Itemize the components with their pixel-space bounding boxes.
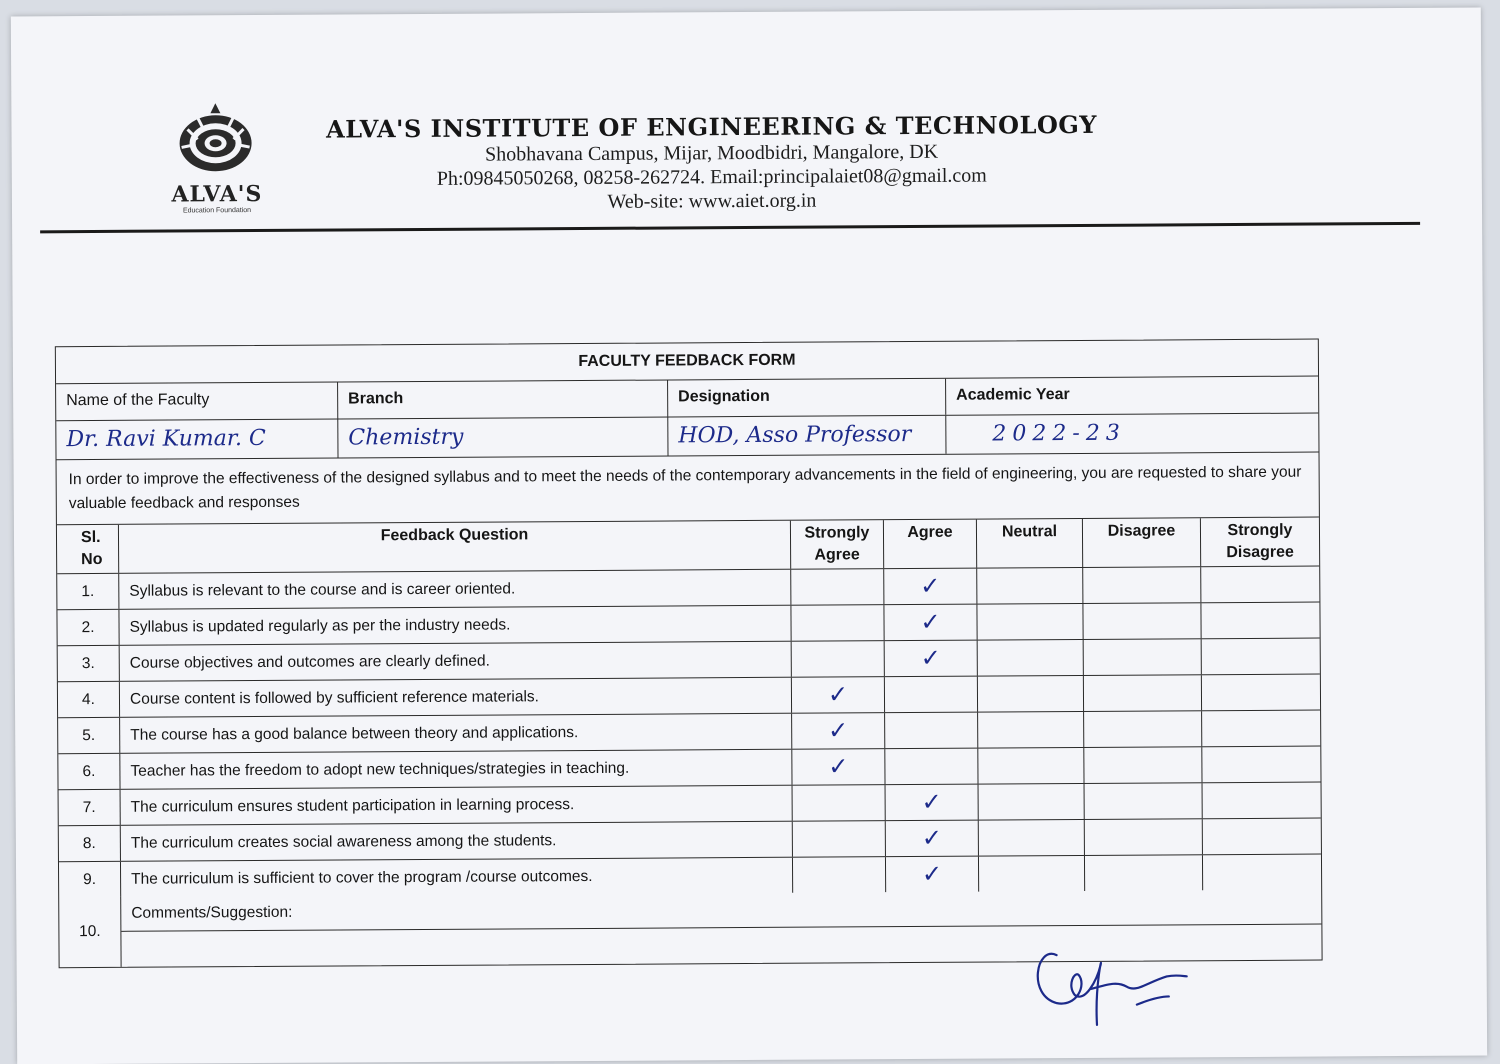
response-disagree-cell[interactable]	[1083, 603, 1201, 639]
response-agree-cell[interactable]	[885, 713, 978, 749]
response-strongly-disagree-cell[interactable]	[1203, 783, 1321, 819]
response-strongly-agree-cell[interactable]	[793, 821, 886, 857]
branch-value[interactable]: Chemistry	[338, 417, 668, 457]
question-text: The curriculum creates social awareness among the students.	[121, 822, 793, 861]
response-agree-cell[interactable]	[886, 857, 979, 893]
question-rows	[57, 567, 1321, 898]
response-strongly-agree-cell[interactable]	[793, 857, 886, 893]
response-strongly-disagree-cell[interactable]	[1202, 639, 1320, 675]
response-agree-cell[interactable]	[884, 605, 977, 641]
response-disagree-cell[interactable]	[1084, 675, 1202, 711]
checkmark-icon: ✓	[827, 680, 849, 709]
response-strongly-disagree-cell[interactable]	[1201, 603, 1319, 639]
response-neutral-cell[interactable]	[978, 676, 1084, 712]
header-divider	[40, 222, 1420, 233]
response-strongly-agree-cell[interactable]	[792, 713, 885, 749]
response-neutral-cell[interactable]	[979, 784, 1085, 820]
branch-label: Branch	[338, 380, 668, 418]
designation-label: Designation	[668, 379, 946, 417]
response-strongly-disagree-cell[interactable]	[1203, 819, 1321, 855]
response-disagree-cell[interactable]	[1083, 567, 1201, 603]
response-disagree-cell[interactable]	[1084, 711, 1202, 747]
response-strongly-disagree-cell[interactable]	[1202, 675, 1320, 711]
checkmark-icon: ✓	[921, 823, 942, 852]
response-agree-cell[interactable]	[886, 785, 979, 821]
question-number: 8.	[59, 826, 121, 861]
checkmark-icon: ✓	[920, 571, 941, 600]
logo-tagline: Education Foundation	[182, 207, 252, 215]
question-text: Teacher has the freedom to adopt new techniques/strategies in teaching.	[120, 750, 792, 789]
response-strongly-disagree-cell[interactable]	[1203, 855, 1321, 891]
faculty-feedback-table	[55, 339, 1323, 969]
comments-label: Comments/Suggestion:	[121, 890, 1321, 932]
question-number: 4.	[58, 682, 120, 717]
question-text: The curriculum ensures student participation in learning process.	[121, 786, 793, 825]
logo-wordmark: ALVA'S	[171, 180, 263, 208]
question-text: Syllabus is relevant to the course and is career oriented.	[119, 570, 791, 609]
lamp-emblem-icon	[167, 99, 263, 180]
col-agree: Agree	[884, 520, 977, 569]
checkmark-icon: ✓	[920, 607, 941, 636]
response-strongly-disagree-cell[interactable]	[1201, 567, 1319, 603]
question-header-row	[57, 518, 1319, 575]
question-text: Course objectives and outcomes are clearly defined.	[120, 642, 792, 681]
response-neutral-cell[interactable]	[978, 748, 1084, 784]
response-disagree-cell[interactable]	[1085, 819, 1203, 855]
institute-name: ALVA'S INSTITUTE OF ENGINEERING & TECHNOLOGY	[325, 109, 1098, 144]
col-question: Feedback Question	[119, 521, 791, 573]
question-text: The course has a good balance between theory and applications.	[120, 714, 792, 753]
response-strongly-agree-cell[interactable]	[793, 785, 886, 821]
response-agree-cell[interactable]	[886, 821, 979, 857]
response-strongly-disagree-cell[interactable]	[1202, 747, 1320, 783]
academic-year-label: Academic Year	[956, 386, 1070, 404]
response-strongly-agree-cell[interactable]	[792, 677, 885, 713]
academic-year-value[interactable]: 2022-23	[992, 420, 1126, 447]
response-disagree-cell[interactable]	[1085, 783, 1203, 819]
designation-value[interactable]: HOD, Asso Professor	[668, 416, 946, 456]
response-neutral-cell[interactable]	[979, 856, 1085, 892]
col-sl-no: Sl. No	[57, 525, 119, 573]
response-strongly-agree-cell[interactable]	[791, 605, 884, 641]
question-text: The curriculum is sufficient to cover the program /course outcomes.	[121, 858, 793, 897]
response-disagree-cell[interactable]	[1084, 639, 1202, 675]
col-strongly-disagree: Strongly Disagree	[1226, 521, 1294, 562]
feedback-form-page	[11, 8, 1487, 1064]
website-line: Web-site: www.aiet.org.in	[607, 189, 817, 213]
question-number: 3.	[58, 646, 120, 681]
response-strongly-agree-cell[interactable]	[792, 749, 885, 785]
response-neutral-cell[interactable]	[979, 820, 1085, 856]
response-strongly-disagree-cell[interactable]	[1202, 711, 1320, 747]
form-instructions: In order to improve the effectiveness of the designed syllabus and to meet the needs of the contemporary advancements in the field of engineering, you are requested to share your valuable feedback and responses	[57, 453, 1319, 526]
response-strongly-agree-cell[interactable]	[792, 641, 885, 677]
comments-sl: 10.	[59, 897, 121, 967]
col-neutral: Neutral	[977, 519, 1083, 568]
response-agree-cell[interactable]	[885, 641, 978, 677]
checkmark-icon: ✓	[828, 716, 849, 745]
faculty-name-value[interactable]: Dr. Ravi Kumar. C	[56, 420, 338, 460]
question-text: Syllabus is updated regularly as per the industry needs.	[119, 606, 791, 645]
institute-logo	[151, 99, 282, 220]
letterhead	[281, 110, 1142, 216]
response-neutral-cell[interactable]	[978, 640, 1084, 676]
response-disagree-cell[interactable]	[1085, 855, 1203, 891]
faculty-signature	[1016, 924, 1197, 1040]
faculty-name-label: Name of the Faculty	[56, 383, 338, 421]
campus-address: Shobhavana Campus, Mijar, Moodbidri, Mangalore, DK	[485, 140, 939, 166]
checkmark-icon: ✓	[920, 643, 941, 672]
question-number: 1.	[57, 574, 119, 609]
checkmark-icon: ✓	[921, 787, 942, 816]
question-text: Course content is followed by sufficient reference materials.	[120, 678, 792, 717]
question-number: 9.	[59, 862, 121, 897]
response-agree-cell[interactable]	[885, 677, 978, 713]
response-strongly-agree-cell[interactable]	[791, 569, 884, 605]
form-title: FACULTY FEEDBACK FORM	[56, 340, 1318, 385]
response-agree-cell[interactable]	[885, 749, 978, 785]
question-number: 7.	[59, 790, 121, 825]
question-number: 6.	[58, 754, 120, 789]
contact-line: Ph:09845050268, 08258-262724. Email:principalaiet08@gmail.com	[436, 164, 987, 190]
response-disagree-cell[interactable]	[1084, 747, 1202, 783]
response-neutral-cell[interactable]	[977, 604, 1083, 640]
response-neutral-cell[interactable]	[978, 712, 1084, 748]
question-number: 2.	[57, 610, 119, 645]
question-number: 5.	[58, 718, 120, 753]
checkmark-icon: ✓	[828, 752, 849, 781]
col-disagree: Disagree	[1083, 518, 1201, 567]
response-agree-cell[interactable]	[884, 569, 977, 605]
checkmark-icon: ✓	[921, 859, 943, 888]
col-strongly-agree: Strongly Agree	[791, 520, 884, 569]
response-neutral-cell[interactable]	[977, 568, 1083, 604]
